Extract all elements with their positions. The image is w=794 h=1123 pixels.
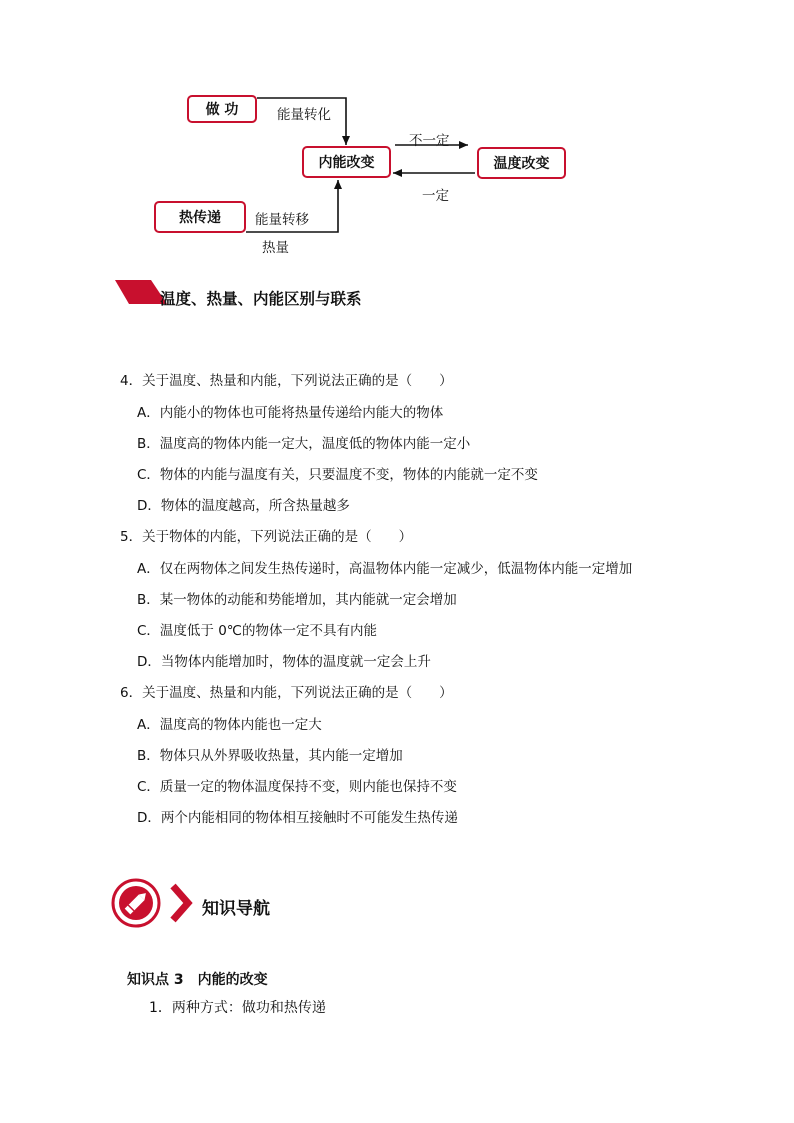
energy-transfer-label: 能量转移	[255, 212, 309, 228]
question-4-stem: 4．关于温度、热量和内能，下列说法正确的是（ ）	[120, 373, 453, 389]
energy-conversion-label: 能量转化	[277, 107, 331, 123]
knowledge-item-1: 1．两种方式：做功和热传递	[149, 1000, 326, 1016]
internal-change-box	[302, 146, 391, 178]
question-6-option-b: B．物体只从外界吸收热量，其内能一定增加	[137, 748, 403, 764]
necessarily-label: 一定	[422, 188, 449, 204]
question-5-stem: 5．关于物体的内能，下列说法正确的是（ ）	[120, 529, 413, 545]
section-title: 温度、热量、内能区别与联系	[160, 290, 362, 308]
knowledge-nav-title: 知识导航	[202, 899, 270, 919]
heat-transfer-box	[154, 201, 246, 233]
question-6-stem: 6．关于温度、热量和内能，下列说法正确的是（ ）	[120, 685, 453, 701]
question-4-option-a: A．内能小的物体也可能将热量传递给内能大的物体	[137, 405, 444, 421]
question-4-option-b: B．温度高的物体内能一定大，温度低的物体内能一定小	[137, 436, 471, 452]
heat-label: 热量	[262, 240, 289, 256]
temp-change-box	[477, 147, 566, 179]
question-4-option-d: D．物体的温度越高，所含热量越多	[137, 498, 350, 514]
temp-change-label: 温度改变	[493, 156, 550, 172]
pencil-icon	[110, 877, 162, 929]
do-work-box	[187, 95, 257, 123]
question-5-option-a: A．仅在两物体之间发生热传递时，高温物体内能一定减少，低温物体内能一定增加	[137, 561, 633, 577]
diagram-connectors	[0, 0, 794, 270]
question-6-option-a: A．温度高的物体内能也一定大	[137, 717, 322, 733]
chevron-right-icon	[168, 883, 194, 923]
heat-transfer-label: 热传递	[179, 210, 221, 226]
do-work-label: 做 功	[205, 102, 239, 118]
knowledge-point-title: 知识点 3 内能的改变	[127, 972, 268, 988]
question-6-option-c: C．质量一定的物体温度保持不变，则内能也保持不变	[137, 779, 457, 795]
question-5-option-c: C．温度低于 0℃的物体一定不具有内能	[137, 623, 377, 639]
not-necessarily-label: 不一定	[409, 133, 450, 149]
question-6-option-d: D．两个内能相同的物体相互接触时不可能发生热传递	[137, 810, 458, 826]
internal-change-label: 内能改变	[318, 155, 375, 171]
question-5-option-d: D．当物体内能增加时，物体的温度就一定会上升	[137, 654, 431, 670]
question-5-option-b: B．某一物体的动能和势能增加，其内能就一定会增加	[137, 592, 457, 608]
question-4-option-c: C．物体的内能与温度有关，只要温度不变，物体的内能就一定不变	[137, 467, 538, 483]
